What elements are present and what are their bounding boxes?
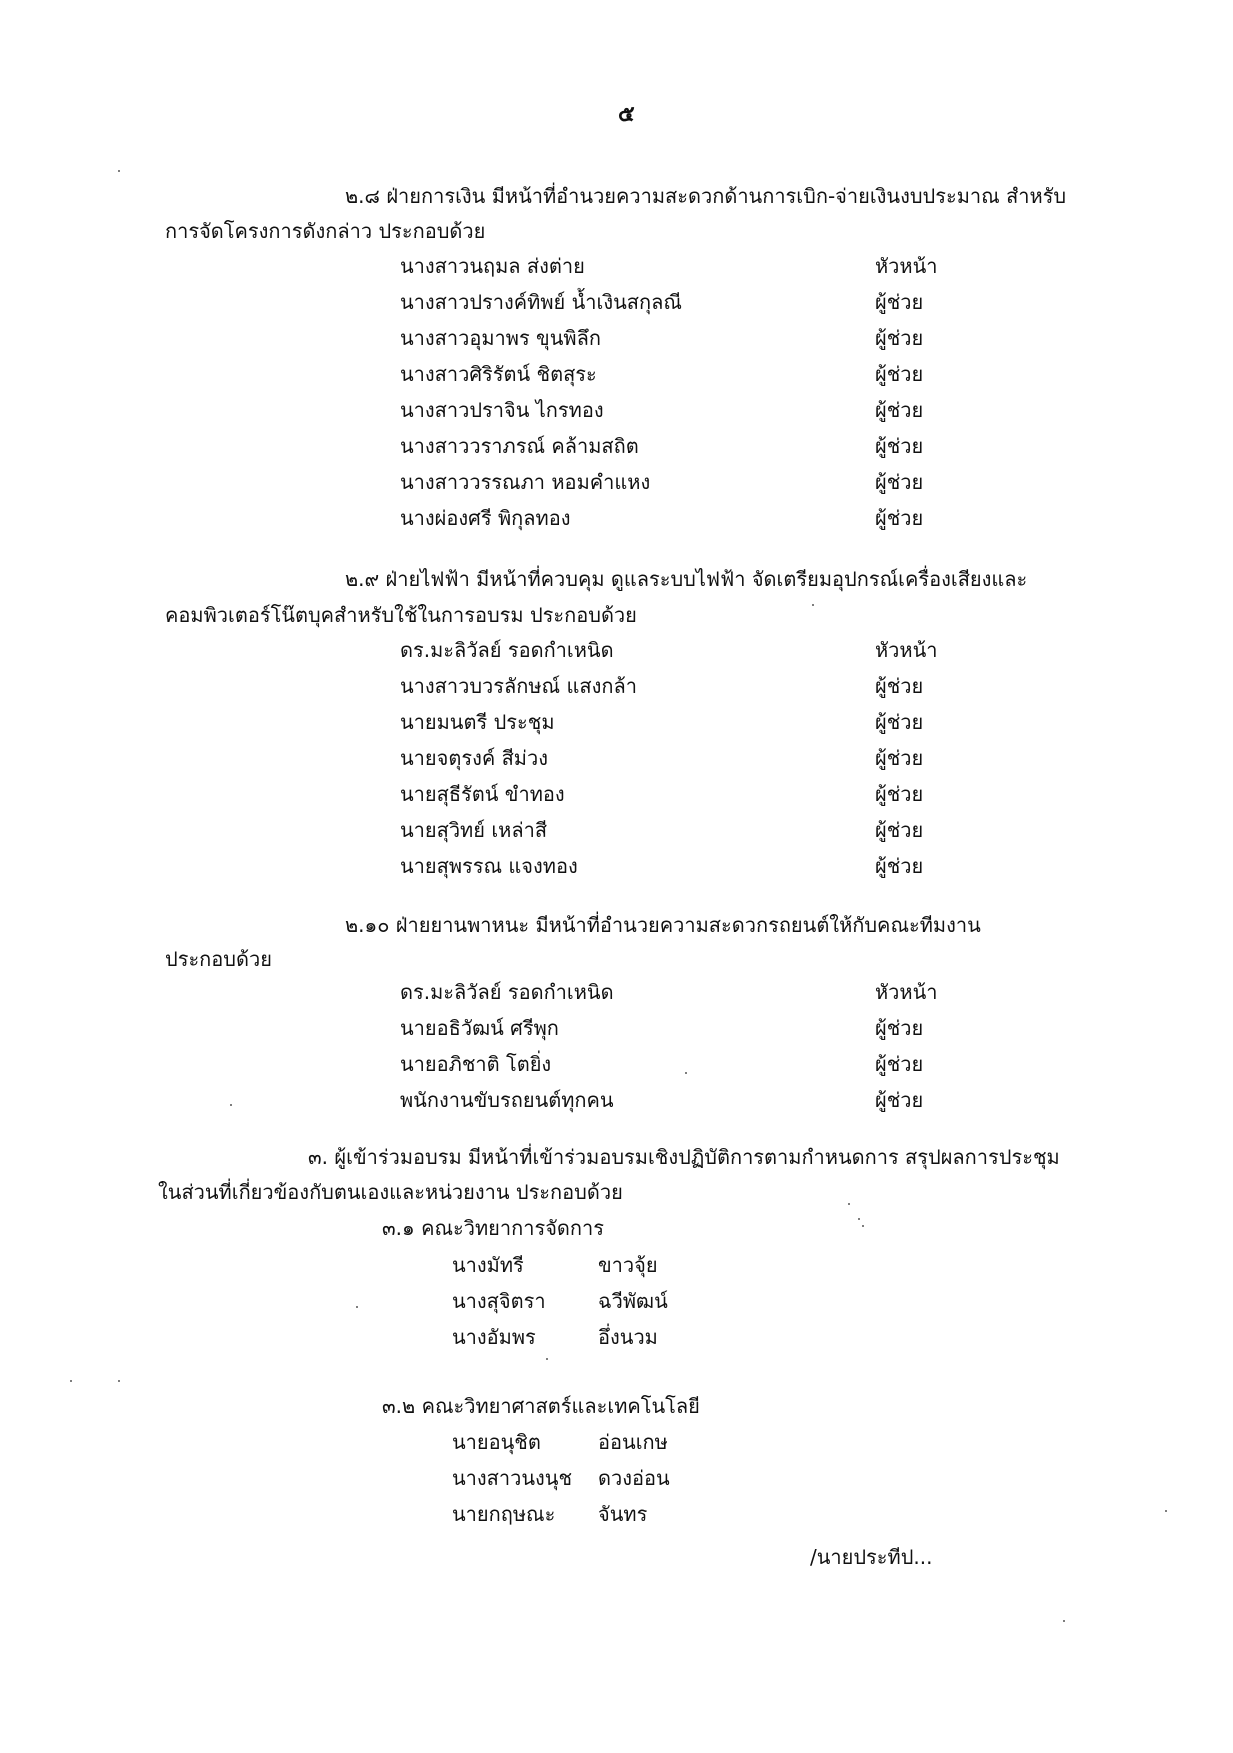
member-role: ผู้ช่วย — [875, 782, 924, 806]
member-role: หัวหน้า — [875, 638, 938, 662]
member-name: ดร.มะลิวัลย์ รอดกำเหนิด — [400, 980, 614, 1004]
section-2-8-continuation: การจัดโครงการดังกล่าว ประกอบด้วย — [165, 219, 486, 243]
member-name: นางสาวศิริรัตน์ ชิตสุระ — [400, 362, 597, 386]
participant-last-name: อึ่งนวม — [598, 1325, 658, 1349]
member-role: ผู้ช่วย — [875, 290, 924, 314]
member-role: หัวหน้า — [875, 254, 938, 278]
member-name: นายมนตรี ประชุม — [400, 710, 555, 734]
scan-speck — [546, 1358, 548, 1360]
participant-last-name: ฉวีพัฒน์ — [598, 1289, 668, 1313]
member-role: ผู้ช่วย — [875, 746, 924, 770]
section-2-10-heading: ๒.๑๐ ฝ่ายยานพาหนะ มีหน้าที่อำนวยความสะดวกรถยนต์ให้กับคณะทีมงาน — [345, 913, 981, 937]
member-role: ผู้ช่วย — [875, 1088, 924, 1112]
scan-speck — [356, 1306, 358, 1308]
participant-first-name: นางสาวนงนุช — [452, 1466, 573, 1490]
scan-speck — [812, 604, 814, 606]
member-role: ผู้ช่วย — [875, 854, 924, 878]
member-role: ผู้ช่วย — [875, 1052, 924, 1076]
scan-speck — [118, 170, 120, 172]
member-name: นางสาววรรณภา หอมคำแหง — [400, 470, 651, 494]
member-role: ผู้ช่วย — [875, 362, 924, 386]
participant-last-name: อ่อนเกษ — [598, 1430, 668, 1454]
participant-first-name: นายอนุชิต — [452, 1430, 541, 1454]
member-name: นายสุพรรณ แจงทอง — [400, 854, 578, 878]
member-name: ดร.มะลิวัลย์ รอดกำเหนิด — [400, 638, 614, 662]
participant-first-name: นางสุจิตรา — [452, 1289, 546, 1313]
scan-speck — [1063, 1620, 1065, 1622]
participant-first-name: นายกฤษณะ — [452, 1502, 556, 1526]
member-role: ผู้ช่วย — [875, 1016, 924, 1040]
member-role: ผู้ช่วย — [875, 326, 924, 350]
member-role: ผู้ช่วย — [875, 674, 924, 698]
subsection-3-1-title: ๓.๑ คณะวิทยาการจัดการ — [382, 1216, 604, 1240]
member-role: ผู้ช่วย — [875, 710, 924, 734]
member-name: นายจตุรงค์ สีม่วง — [400, 746, 548, 770]
member-name: นายสุธีรัตน์ ขำทอง — [400, 782, 565, 806]
subsection-3-2-title: ๓.๒ คณะวิทยาศาสตร์และเทคโนโลยี — [382, 1394, 700, 1418]
member-name: พนักงานขับรถยนต์ทุกคน — [400, 1088, 614, 1112]
participant-first-name: นางมัทรี — [452, 1253, 524, 1277]
scan-speck — [685, 1072, 687, 1074]
section-2-10-continuation: ประกอบด้วย — [165, 947, 272, 971]
member-name: นางสาวอุมาพร ขุนพิลึก — [400, 326, 601, 350]
section-3-heading: ๓. ผู้เข้าร่วมอบรม มีหน้าที่เข้าร่วมอบรมเชิงปฏิบัติการตามกำหนดการ สรุปผลการประชุม — [308, 1145, 1060, 1169]
member-name: นายสุวิทย์ เหล่าสี — [400, 818, 548, 842]
member-name: นางผ่องศรี พิกุลทอง — [400, 506, 571, 530]
member-name: นางสาวบวรลักษณ์ แสงกล้า — [400, 674, 637, 698]
member-role: ผู้ช่วย — [875, 506, 924, 530]
member-role: ผู้ช่วย — [875, 470, 924, 494]
section-2-8-heading: ๒.๘ ฝ่ายการเงิน มีหน้าที่อำนวยความสะดวกด้านการเบิก-จ่ายเงินงบประมาณ สำหรับ — [345, 184, 1067, 208]
section-2-9-continuation: คอมพิวเตอร์โน๊ตบุคสำหรับใช้ในการอบรม ประกอบด้วย — [165, 603, 637, 627]
participant-last-name: จันทร — [598, 1502, 648, 1526]
member-role: หัวหน้า — [875, 980, 938, 1004]
member-name: นายอภิชาติ โตยิ่ง — [400, 1052, 552, 1076]
member-name: นางสาวปราจิน ไกรทอง — [400, 398, 604, 422]
scan-speck — [230, 1104, 232, 1106]
member-role: ผู้ช่วย — [875, 434, 924, 458]
participant-first-name: นางอัมพร — [452, 1325, 536, 1349]
scan-speck — [862, 1225, 864, 1227]
scan-speck — [858, 1218, 860, 1220]
next-page-catchword: /นายประทีป... — [810, 1545, 933, 1569]
member-role: ผู้ช่วย — [875, 398, 924, 422]
section-2-9-heading: ๒.๙ ฝ่ายไฟฟ้า มีหน้าที่ควบคุม ดูแลระบบไฟฟ้า จัดเตรียมอุปกรณ์เครื่องเสียงและ — [345, 567, 1028, 591]
member-name: นายอธิวัฒน์ ศรีพุก — [400, 1016, 559, 1040]
member-name: นางสาวนฤมล ส่งต่าย — [400, 254, 585, 278]
member-name: นางสาววราภรณ์ คล้ามสถิต — [400, 434, 639, 458]
page-number: ๕ — [618, 102, 635, 127]
member-name: นางสาวปรางค์ทิพย์ น้ำเงินสกุลณี — [400, 290, 682, 314]
participant-last-name: ขาวจุ้ย — [598, 1253, 658, 1277]
scan-speck — [1165, 1510, 1167, 1512]
member-role: ผู้ช่วย — [875, 818, 924, 842]
participant-last-name: ดวงอ่อน — [598, 1466, 670, 1490]
scan-speck — [848, 1203, 850, 1205]
scan-speck — [70, 1380, 72, 1382]
section-3-continuation: ในส่วนที่เกี่ยวข้องกับตนเองและหน่วยงาน ประกอบด้วย — [158, 1180, 623, 1204]
scan-speck — [118, 1380, 120, 1382]
